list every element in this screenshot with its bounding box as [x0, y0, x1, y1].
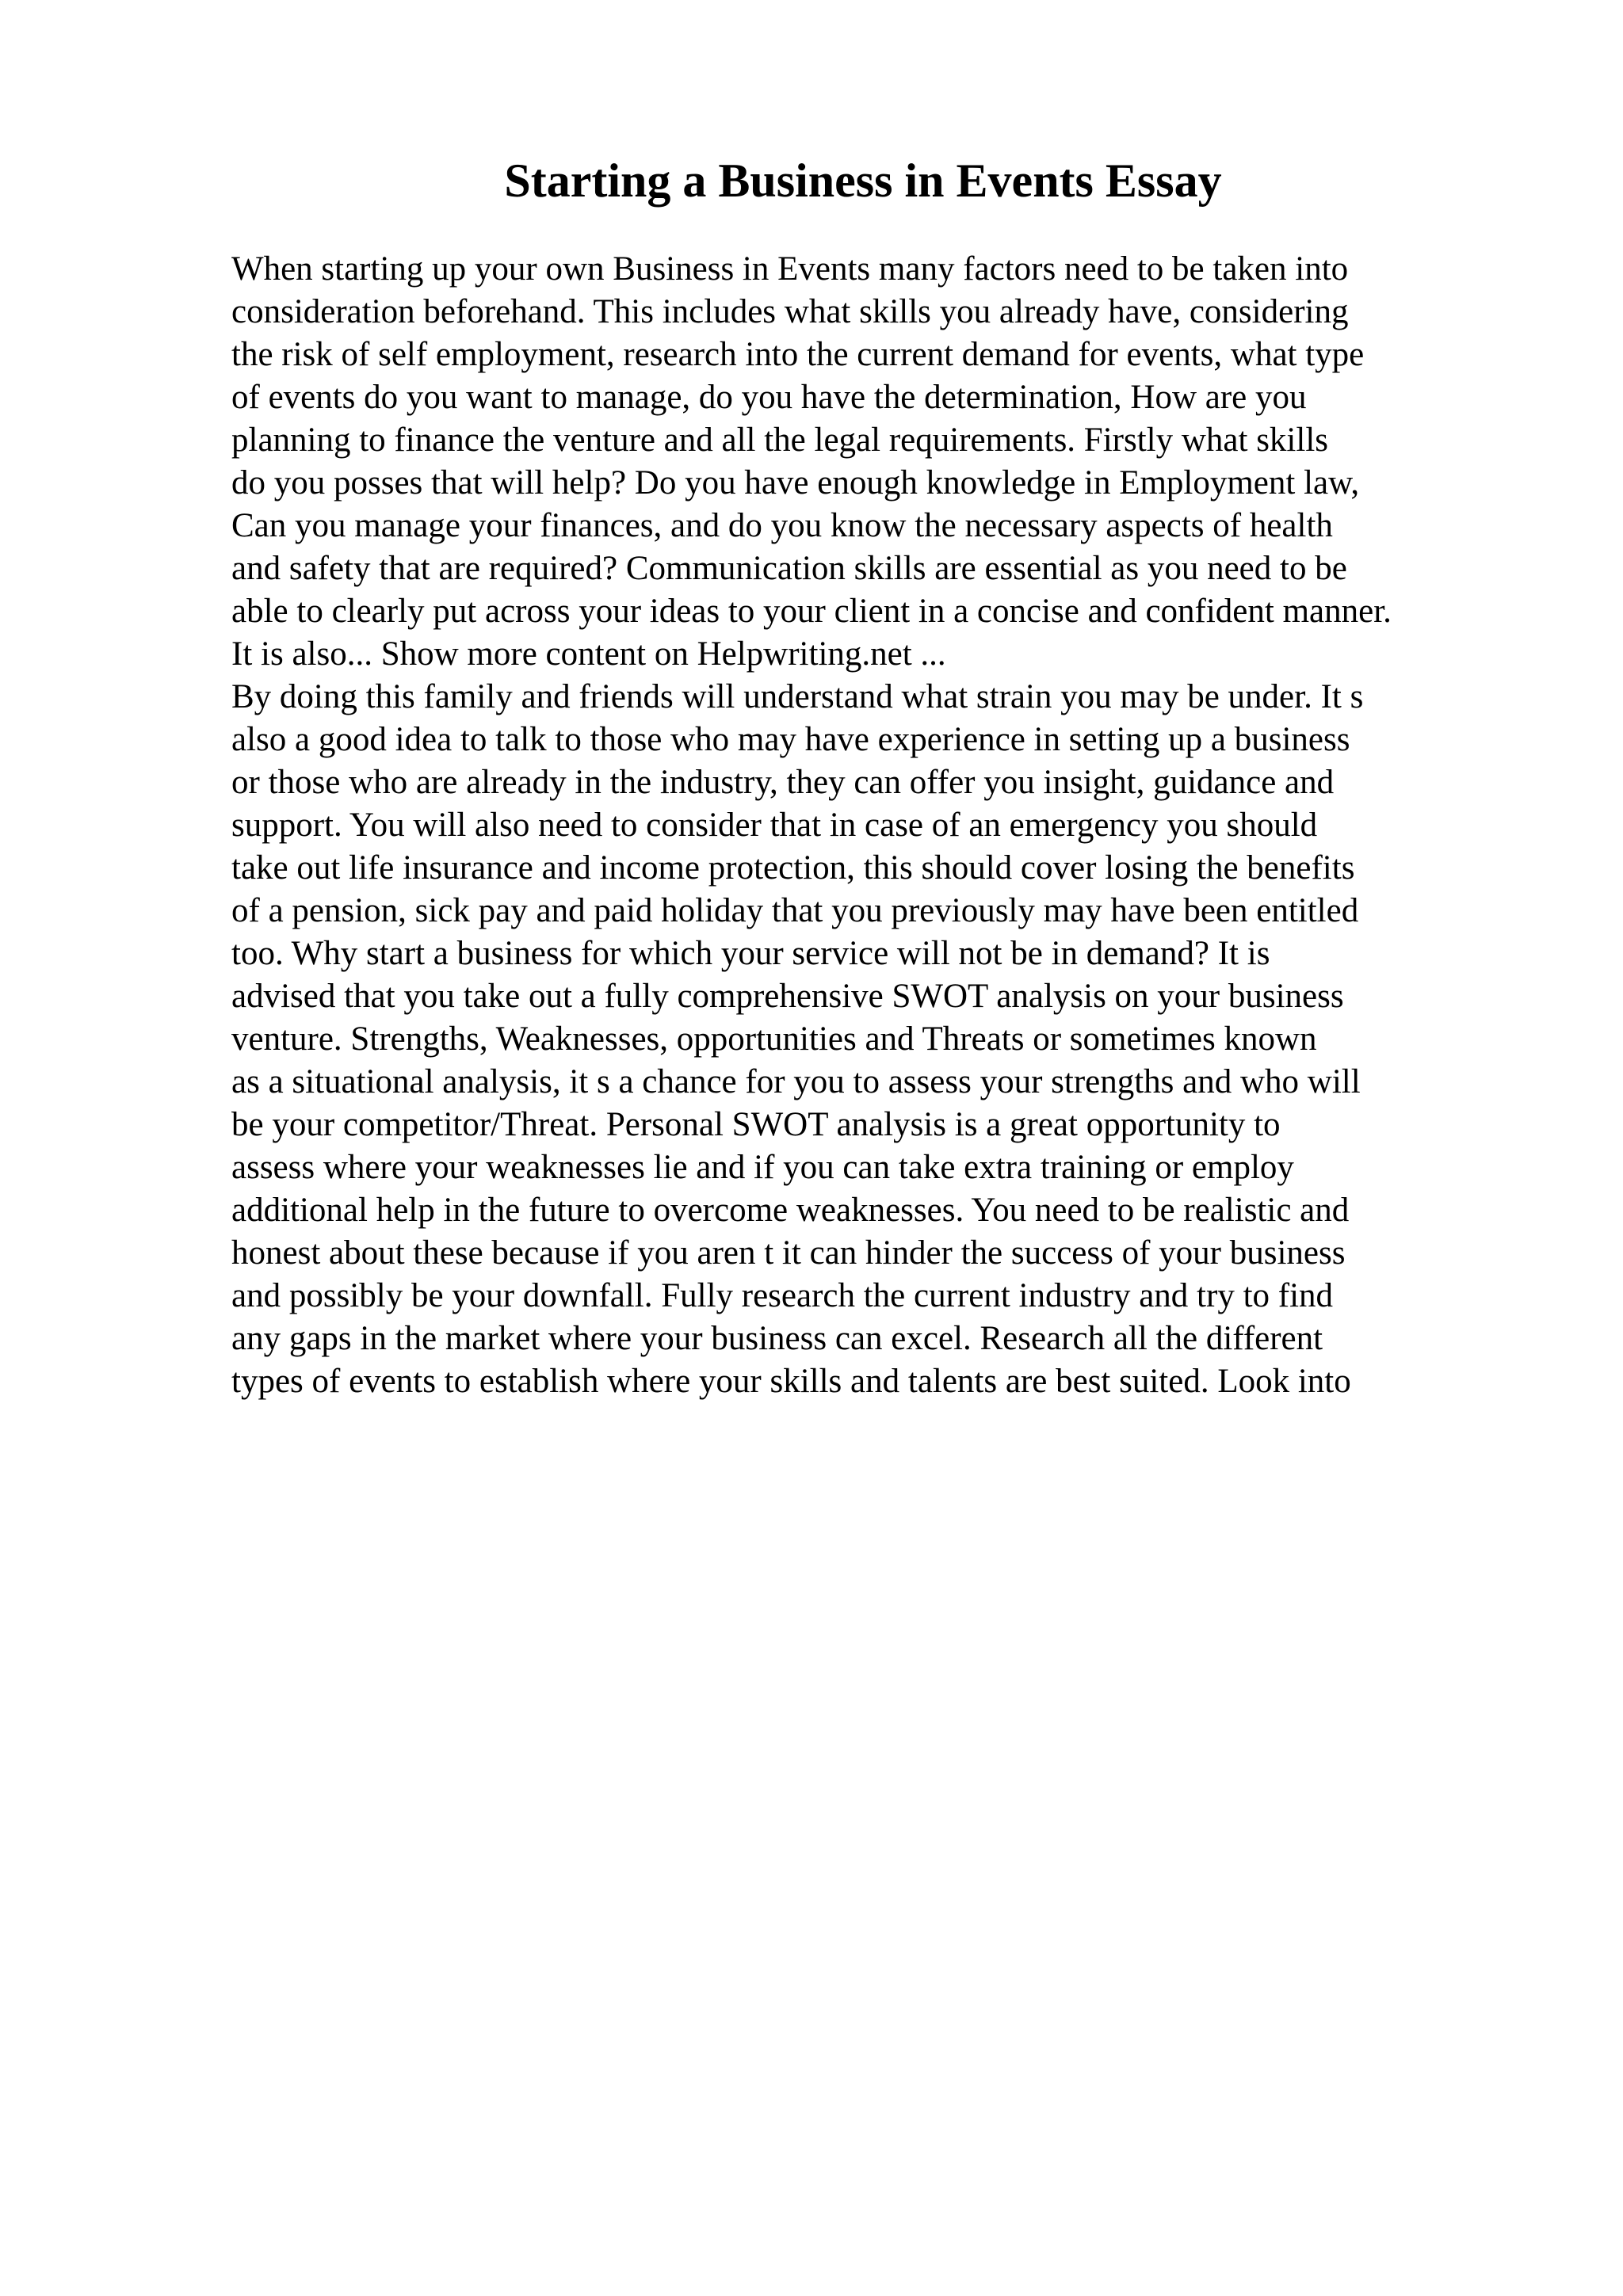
text-line: and safety that are required? Communication skills are essential as you need to be [231, 550, 1347, 587]
text-line: Can you manage your finances, and do you know the necessary aspects of health [231, 507, 1333, 544]
text-line: When starting up your own Business in Events many factors need to be taken into [231, 250, 1349, 288]
text-line: or those who are already in the industry, they can offer you insight, guidance and [231, 764, 1335, 801]
text-line: able to clearly put across your ideas to your client in a concise and confident manner. [231, 593, 1392, 630]
text-line: advised that you take out a fully comprehensive SWOT analysis on your business [231, 978, 1344, 1015]
text-line: be your competitor/Threat. Personal SWOT analysis is a great opportunity to [231, 1106, 1281, 1143]
page-title: Starting a Business in Events Essay [504, 154, 1222, 207]
text-line: support. You will also need to consider that in case of an emergency you should [231, 807, 1318, 844]
essay-body [231, 248, 1594, 1403]
text-line: any gaps in the market where your business can excel. Research all the different [231, 1320, 1323, 1357]
text-line: the risk of self employment, research into the current demand for events, what type [231, 336, 1365, 373]
text-line: consideration beforehand. This includes what skills you already have, considering [231, 293, 1349, 330]
text-line: of a pension, sick pay and paid holiday that you previously may have been entitled [231, 892, 1359, 929]
text-line: honest about these because if you aren t it can hinder the success of your business [231, 1234, 1346, 1272]
text-line: and possibly be your downfall. Fully research the current industry and try to find [231, 1277, 1334, 1314]
text-line: types of events to establish where your skills and talents are best suited. Look into [231, 1363, 1351, 1400]
text-line: It is also... Show more content on Helpwriting.net ... [231, 635, 946, 673]
text-line: assess where your weaknesses lie and if you can take extra training or employ [231, 1149, 1294, 1186]
text-line: too. Why start a business for which your service will not be in demand? It is [231, 935, 1270, 972]
text-line: of events do you want to manage, do you have the determination, How are you [231, 379, 1307, 416]
text-line: as a situational analysis, it s a chance for you to assess your strengths and who will [231, 1063, 1361, 1100]
text-line: do you posses that will help? Do you have enough knowledge in Employment law, [231, 464, 1360, 502]
text-line: additional help in the future to overcome weaknesses. You need to be realistic and [231, 1192, 1350, 1229]
text-line: planning to finance the venture and all the legal requirements. Firstly what skills [231, 421, 1328, 459]
text-line: By doing this family and friends will understand what strain you may be under. It s [231, 678, 1364, 715]
text-line: take out life insurance and income protection, this should cover losing the benefits [231, 849, 1355, 887]
text-line: also a good idea to talk to those who may have experience in setting up a business [231, 721, 1350, 758]
text-line: venture. Strengths, Weaknesses, opportunities and Threats or sometimes known [231, 1020, 1317, 1058]
